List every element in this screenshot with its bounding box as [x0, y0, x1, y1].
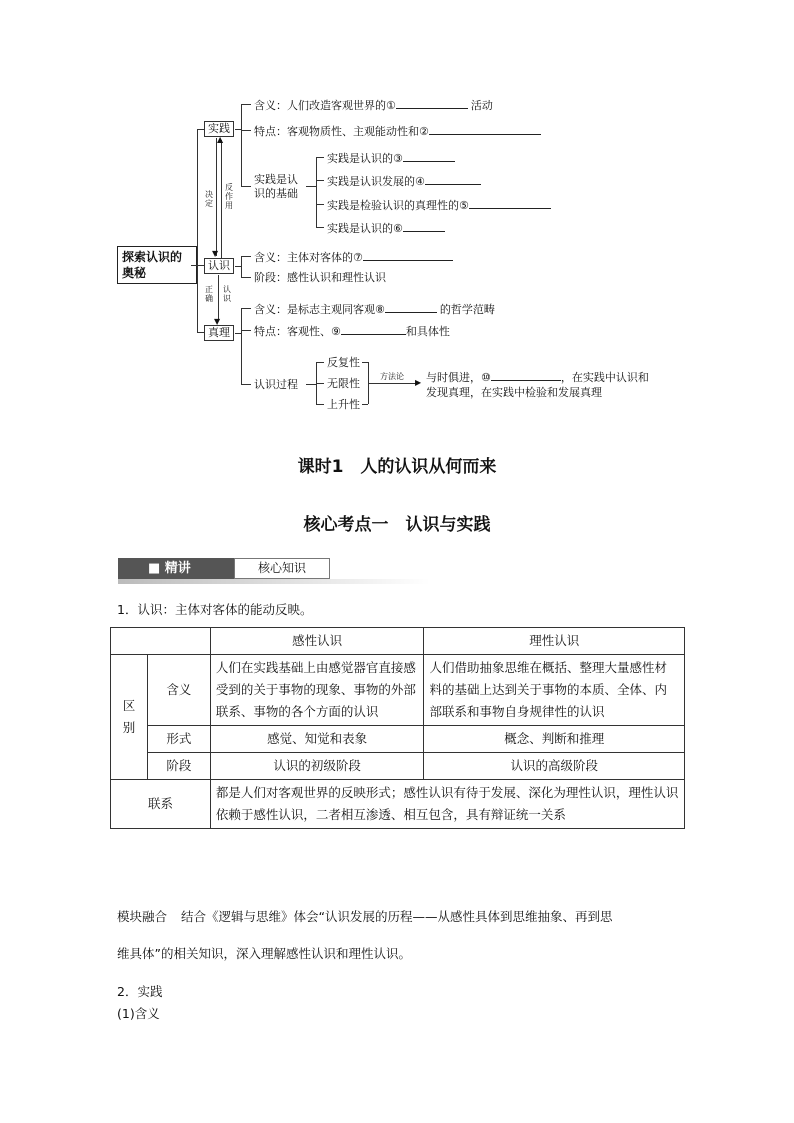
- point-2-sub: (1)含义: [117, 1006, 160, 1021]
- truth-features: 特点：客观性、⑨ 和具体性: [254, 325, 450, 338]
- practice-box: 实践: [204, 121, 234, 137]
- point-1: 1．认识：主体对客体的能动反映。: [117, 602, 313, 617]
- conclusion-line-2: 发现真理，在实践中检验和发展真理: [426, 386, 602, 399]
- basis-item-3: 实践是检验认识的真理性的⑤: [327, 198, 551, 212]
- link-label: 联系: [111, 780, 211, 829]
- module-label: 模块融合: [117, 909, 168, 924]
- process-label: 认识过程: [254, 378, 298, 391]
- cell-perceptual-meaning: 人们在实践基础上由感觉器官直接感受到的关于事物的现象、事物的外部联系、事物的各个方面的认识: [210, 655, 424, 726]
- row-label-stage: 阶段: [147, 753, 210, 780]
- cell-rational-form: 概念、判断和推理: [424, 726, 685, 753]
- basis-item-4: 实践是认识的⑥: [327, 221, 445, 235]
- header-rational: 理性认识: [424, 628, 685, 655]
- truth-meaning: 含义：是标志主观同客观⑧ 的哲学范畴: [254, 303, 495, 316]
- practice-basis-label: 实践是认识的基础: [254, 173, 298, 200]
- decide-label: 决定: [205, 190, 213, 208]
- cell-perceptual-stage: 认识的初级阶段: [210, 753, 424, 780]
- process-item-3: 上升性: [327, 398, 360, 411]
- banner-core-knowledge: 核心知识: [234, 558, 330, 579]
- basis-item-2: 实践是认识发展的④: [327, 174, 481, 188]
- basis-item-1: 实践是认识的③: [327, 151, 455, 165]
- comparison-table: [110, 627, 685, 829]
- banner-jingjiang: ■ 精讲: [118, 558, 234, 579]
- module-line-1: 模块融合 结合《逻辑与思维》体会“认识发展的历程——从感性具体到思维抽象、再到思: [117, 909, 613, 924]
- cell-perceptual-form: 感觉、知觉和表象: [210, 726, 424, 753]
- row-label-meaning: 含义: [147, 655, 210, 726]
- lesson-title: 课时1 人的认识从何而来: [297, 457, 497, 477]
- header-perceptual: 感性认识: [210, 628, 424, 655]
- correct-label: 正确: [205, 285, 213, 303]
- process-item-1: 反复性: [327, 356, 360, 369]
- section-title: 核心考点一 认识与实践: [303, 515, 491, 535]
- conclusion-line-1: 与时俱进，⑩ ，在实践中认识和: [426, 371, 649, 384]
- truth-box: 真理: [204, 325, 234, 341]
- cell-rational-stage: 认识的高级阶段: [424, 753, 685, 780]
- cognition-meaning: 含义：主体对客体的⑦: [254, 250, 453, 264]
- method-label: 方法论: [380, 372, 404, 381]
- practice-features: 特点：客观物质性、主观能动性和②: [254, 124, 541, 138]
- link-text: 都是人们对客观世界的反映形式；感性认识有待于发展、深化为理性认识，理性认识依赖于感性认识，二者相互渗透、相互包含，具有辩证统一关系: [210, 780, 684, 829]
- react-label: 反作用: [225, 183, 233, 210]
- module-line-2: 维具体”的相关知识，深入理解感性认识和理性认识。: [117, 946, 411, 961]
- cognition-box: 认识: [204, 258, 234, 274]
- process-item-2: 无限性: [327, 377, 360, 390]
- point-2: 2．实践: [117, 984, 163, 999]
- mindmap-root: 探索认识的奥秘: [117, 246, 197, 284]
- recognize-label: 认识: [223, 285, 231, 303]
- diff-label: 区别: [111, 655, 148, 780]
- cell-rational-meaning: 人们借助抽象思维在概括、整理大量感性材料的基础上达到关于事物的本质、全体、内部联系和事物自身规律性的认识: [424, 655, 685, 726]
- cognition-stages: 阶段：感性认识和理性认识: [254, 271, 386, 284]
- row-label-form: 形式: [147, 726, 210, 753]
- practice-meaning: 含义：人们改造客观世界的① 活动: [254, 99, 493, 112]
